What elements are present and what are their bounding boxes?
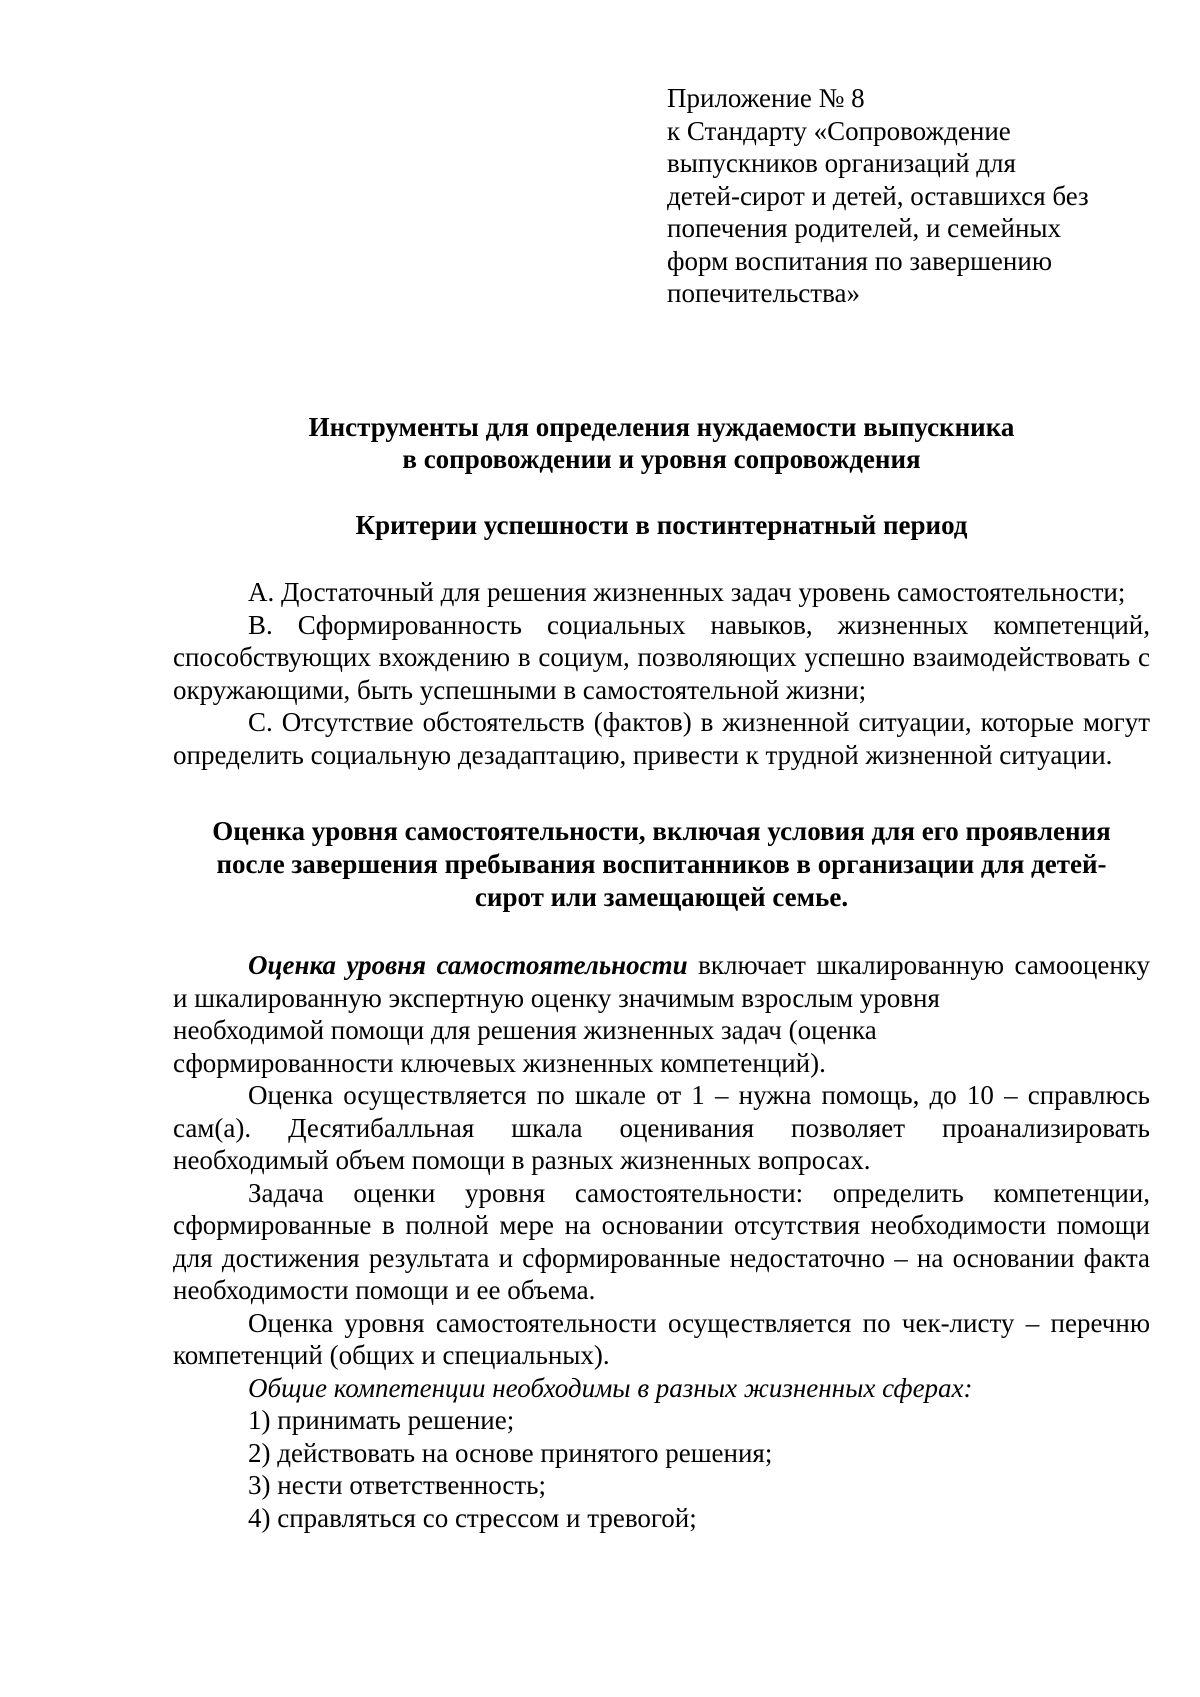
annex-header (667, 82, 1167, 310)
annex-line: Приложение № 8 (667, 83, 865, 113)
annex-line: к Стандарту «Сопровождение (667, 115, 1011, 146)
main-heading-line: Инструменты для определения нуждаемости выпускника (308, 412, 1015, 442)
paragraph-line: необходимой помощи для решения жизненных задач (оценка (173, 1015, 877, 1045)
competency-item: 1) принимать решение; (248, 1405, 515, 1435)
criterion-c: C. Отсутствие обстоятельств (фактов) в жизненной ситуации, которые могут определить социальную дезадаптацию, привести к трудной жизненной ситуации. (173, 707, 1150, 770)
criterion-b: B. Сформированность социальных навыков, жизненных компетенций, способствующих вхождению в социум, позволяющих успешно взаимодействовать с окружающими, быть успешными в самостоятельной жизни; (173, 609, 1150, 705)
assessment-paragraph-4: Оценка уровня самостоятельности осуществляется по чек-листу – перечню компетенций (общих и специальных). (173, 1307, 1150, 1370)
annex-line: попечения родителей, и семейных (667, 213, 1062, 243)
assessment-paragraph-3: Задача оценки уровня самостоятельности: определить компетенции, сформированные в полной мере на основании отсутствия необходимости помощи для достижения результата и сформированные недостаточно – на основании факта необходимости помощи и ее объема. (173, 1177, 1150, 1305)
assessment-heading-line: Оценка уровня самостоятельности, включая условия для его проявления (212, 816, 1111, 846)
criterion-a: A. Достаточный для решения жизненных задач уровень самостоятельности; (248, 577, 1126, 607)
criteria-heading (173, 509, 1150, 541)
competency-item: 2) действовать на основе принятого решения; (248, 1437, 773, 1468)
annex-line: выпускников организаций для (667, 148, 1016, 178)
criteria-heading-text: Критерии успешности в постинтернатный период (355, 510, 968, 540)
assessment-section (173, 949, 1150, 1534)
annex-line: попечительства» (667, 278, 860, 308)
assessment-heading-line: сирот или замещающей семье. (474, 882, 849, 912)
criteria-list (173, 576, 1150, 771)
competency-item: 3) нести ответственность; (248, 1470, 547, 1500)
annex-line: детей-сирот и детей, оставшихся без (667, 180, 1089, 211)
main-heading-line: в сопровождении и уровня сопровождения (402, 444, 921, 474)
paragraph-text: включает шкалированную самооценку и шкалированную экспертную оценку значимым взрослым уровня (173, 950, 1151, 1013)
annex-line: форм воспитания по завершению (667, 245, 1052, 276)
assessment-heading-line: после завершения пребывания воспитанников в организации для детей- (216, 849, 1107, 879)
assessment-paragraph-2: Оценка осуществляется по шкале от 1 – нужна помощь, до 10 – справлюсь сам(а). Десятибалльная шкала оценивания позволяет проанализировать необходимый объем помощи в разных жизненных вопросах. (173, 1080, 1150, 1175)
competency-item: 4) справляться со стрессом и тревогой; (248, 1502, 697, 1533)
assessment-heading (173, 815, 1150, 914)
paragraph-line: сформированности ключевых жизненных компетенций). (173, 1047, 826, 1078)
main-heading (173, 411, 1150, 475)
emphasized-term: Оценка уровня самостоятельности (248, 950, 688, 980)
assessment-paragraph-1 (173, 949, 1150, 1014)
general-competencies-title: Общие компетенции необходимы в разных жизненных сферах: (248, 1372, 973, 1403)
document-body (173, 411, 1150, 1534)
